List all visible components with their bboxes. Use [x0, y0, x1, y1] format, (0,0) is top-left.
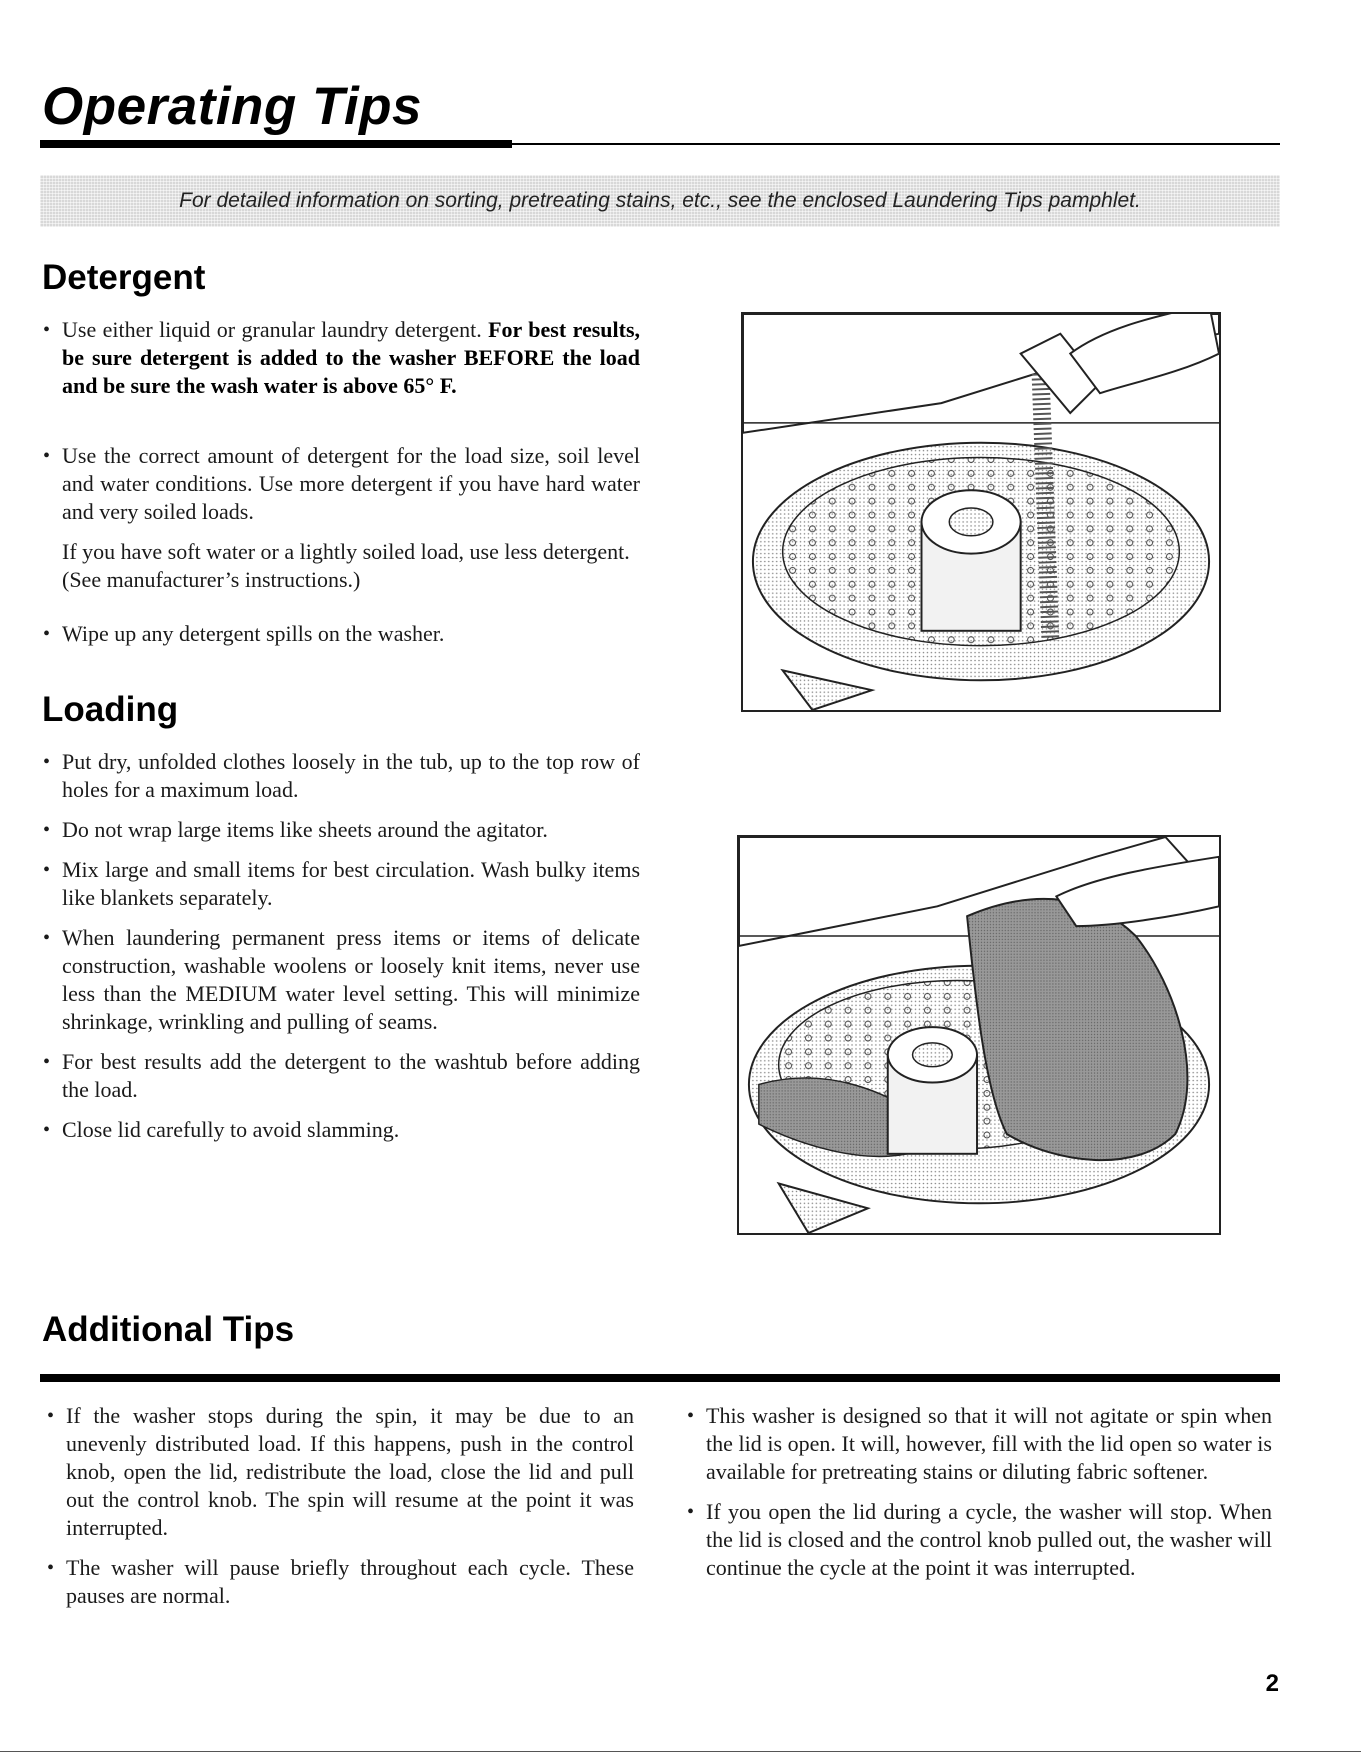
loading-bullet-text: For best results add the detergent to the washtub before adding the load. — [62, 1049, 640, 1102]
bullet-icon: • — [47, 1557, 55, 1579]
detergent-bullet-1 — [42, 316, 640, 400]
detergent-list-3 — [42, 620, 640, 648]
loading-bullet-text: Close lid carefully to avoid slamming. — [62, 1117, 400, 1142]
page-number: 2 — [1265, 1670, 1279, 1697]
loading-bullet — [42, 856, 640, 912]
loading-bullet-text: Put dry, unfolded clothes loosely in the tub, up to the top row of holes for a maximum load. — [62, 749, 640, 802]
bullet-icon: • — [43, 859, 51, 881]
loading-bullet-text: Do not wrap large items like sheets around the agitator. — [62, 817, 548, 842]
loading-bullet — [42, 816, 640, 844]
loading-bullet-text: When laundering permanent press items or items of delicate construction, washable woolens or loosely knit items, never use less than the MEDIUM water level setting. This will minimize shrinkage, wrinkling and pulling of seams. — [62, 925, 640, 1034]
footer-rule — [0, 1751, 1361, 1752]
detergent-list-2 — [42, 442, 640, 526]
loading-bullet — [42, 924, 640, 1036]
bullet-icon: • — [43, 927, 51, 949]
additional-tips-left-list — [46, 1402, 634, 1610]
loading-bullet-text: Mix large and small items for best circulation. Wash bulky items like blankets separately. — [62, 857, 640, 910]
bullet-icon: • — [687, 1405, 695, 1427]
bullet-icon: • — [43, 1051, 51, 1073]
additional-tips-rule — [40, 1374, 1280, 1382]
loading-illustration — [737, 835, 1221, 1235]
loading-bullet — [42, 748, 640, 804]
additional-tip — [46, 1554, 634, 1610]
title-rule-thin — [40, 143, 1280, 145]
detergent-heading: Detergent — [42, 258, 206, 297]
loading-heading: Loading — [42, 690, 179, 729]
additional-tip-text: If the washer stops during the spin, it may be due to an unevenly distributed load. If this happens, push in the control knob, open the lid, redistribute the load, close the lid and pull out the control knob. The spin will resume at the point it was interrupted. — [66, 1403, 634, 1540]
bullet-icon: • — [43, 445, 51, 467]
bullet-icon: • — [43, 819, 51, 841]
additional-tip — [686, 1402, 1272, 1486]
detergent-list — [42, 316, 640, 400]
detergent-bullet-2 — [42, 442, 640, 526]
bullet-icon: • — [43, 1119, 51, 1141]
additional-tip-text: The washer will pause briefly throughout each cycle. These pauses are normal. — [66, 1555, 634, 1608]
loading-bullet — [42, 1048, 640, 1104]
bullet-icon: • — [43, 319, 51, 341]
loading-bullet — [42, 1116, 640, 1144]
additional-tip-text: If you open the lid during a cycle, the washer will stop. When the lid is closed and the control knob pulled out, the washer will continue the cycle at the point it was interrupted. — [706, 1499, 1272, 1580]
detergent-bullet-2-followup: If you have soft water or a lightly soiled load, use less detergent. (See manufacturer’s instructions.) — [62, 539, 630, 592]
bullet-icon: • — [43, 751, 51, 773]
bullet-icon: • — [687, 1501, 695, 1523]
info-banner-text: For detailed information on sorting, pretreating stains, etc., see the enclosed Laundering Tips pamphlet. — [179, 189, 1141, 212]
additional-tips-right-list — [686, 1402, 1272, 1582]
detergent-bullet-2-text: Use the correct amount of detergent for the load size, soil level and water conditions. Use more detergent if you have hard water and very soiled loads. — [62, 443, 640, 524]
detergent-illustration — [741, 312, 1221, 712]
bullet-icon: • — [43, 623, 51, 645]
info-banner — [40, 175, 1280, 227]
additional-tips-heading: Additional Tips — [42, 1310, 295, 1349]
bullet-icon: • — [47, 1405, 55, 1427]
detergent-bullet-1-emphasis: For best results, be sure detergent is added to the washer BEFORE the load and be sure the wash water is above 65° F. — [62, 317, 641, 398]
page-title: Operating Tips — [42, 77, 423, 136]
additional-tip — [46, 1402, 634, 1542]
loading-list — [42, 748, 640, 1144]
additional-tip — [686, 1498, 1272, 1582]
detergent-bullet-3-text: Wipe up any detergent spills on the washer. — [62, 621, 445, 646]
detergent-bullet-3 — [42, 620, 640, 648]
additional-tip-text: This washer is designed so that it will not agitate or spin when the lid is open. It will, however, fill with the lid open so water is available for pretreating stains or diluting fabric softener. — [706, 1403, 1272, 1484]
detergent-bullet-1-text: Use either liquid or granular laundry detergent. — [62, 317, 489, 342]
